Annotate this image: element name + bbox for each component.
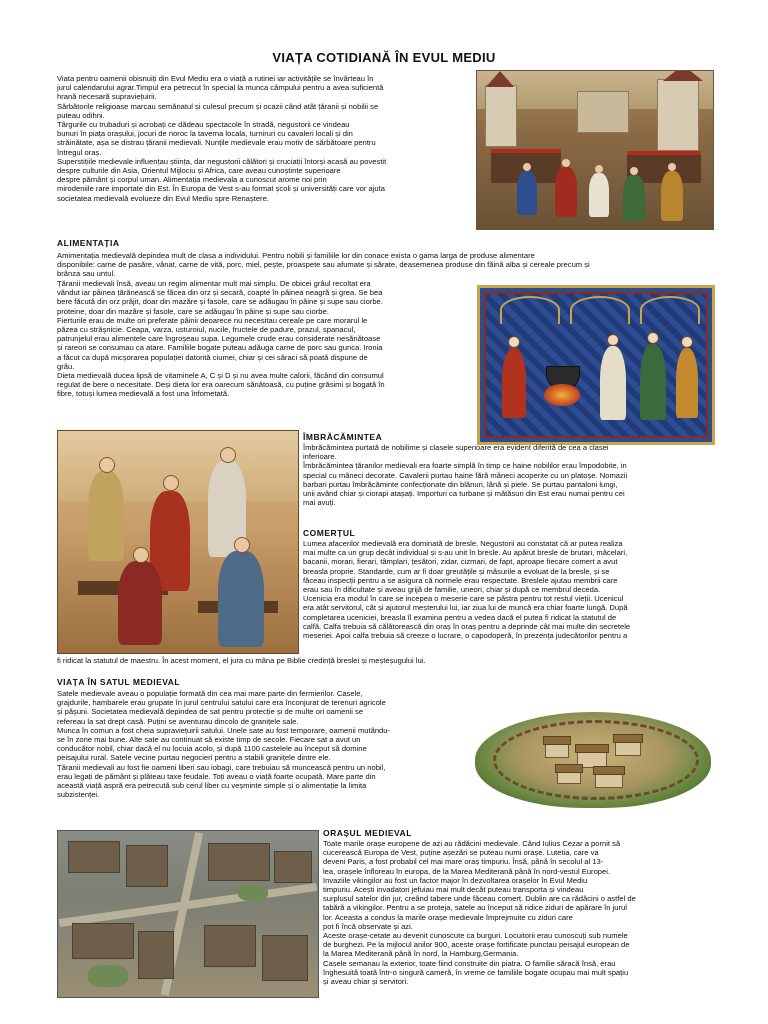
text-line: surplusul satelor din jur, creând tabere unde făceau comerț. Dublin are ca rădăcini o astfel de [323, 894, 636, 904]
text-line: și aveau chiar și servitori. [323, 977, 409, 987]
text-line: special cu mâneci decorate. Cavalerii purtau haine fără mâneci acoperite cu un platoșe. Nomazii [303, 470, 628, 480]
text-line: Amimentația medievală depindea mult de clasa a individului. Pentru nobili și familiile lor din conace exista o gama larga de produse alimentare [57, 251, 535, 260]
text-line: brânza sau untul. [57, 269, 116, 279]
section-heading-orasul: ORAȘUL MEDIEVAL [323, 828, 412, 838]
text-line: tabără a vikingilor. Pentru a se proteja, satele au început să ridice ziduri de apărare în jurul [323, 903, 627, 913]
text-line: refereau la sat drept casă. Puțini se aventurau dincolo de granițele sale. [57, 716, 299, 726]
text-line: fibre, totuși lumea medievală a fost una înfometată. [57, 389, 230, 399]
text-line: Țăranii medievali au fost fie oameni liberi sau iobagi, care trebuiau să muncească pentru un nobil, [57, 762, 386, 772]
text-line: bunuri în piața orașului, jocuri de noroc la taverna locala, turniruri cu cavaleri locali și din [57, 129, 353, 139]
text-line: bacanii, morari, fierari, tâmplari, țesători, zidar, cizmari, de fapt, aproape fiecare comert a avut [303, 557, 618, 567]
text-line: inferioare. [303, 452, 337, 462]
text-line: mai avuți. [303, 498, 336, 508]
text-line: deveni Paris, a fost probabil cel mai mare oraș timpuriu. Însă, până în secolul al 13- [323, 857, 604, 867]
text-line: proteine, doar din mazăre și fasole, care se adăugau în pâine și supe sau ciorbe. [57, 306, 329, 316]
text-line: jurul calendarului agrar.Timpul era petrecut în special la munca câmpului pentru a avea suficientă [57, 83, 384, 93]
orasul-paragraph [323, 839, 723, 986]
text-line: Sărbătorile religioase marcau semănatul și culesul precum și ocazii când atât țăranii și nobilii se [57, 101, 379, 111]
text-line: timpuriu. Acești invadatori jefuiau mai mult decât puteau transporta și vindeau [323, 885, 584, 895]
craftsmen-painting-image [57, 430, 299, 654]
text-line: conducător nobil, chiar dacă el nu locuia acolo, și după 1100 castelele au început să domine [57, 744, 367, 754]
village-model-image [465, 690, 723, 818]
comertul-wide-line [57, 656, 717, 665]
market-scene-image [476, 70, 714, 230]
text-line: întregul oraș. [57, 147, 102, 157]
text-line: lor. Aceasta a condus la marile orașe medievale împrejmuite cu ziduri care [323, 912, 573, 922]
text-line: grâu. [57, 361, 75, 371]
text-line: erau legați de pământ și plăteau taxe feudale. Toți aveau o viață foarte ocupată. Mare parte din [57, 771, 376, 781]
text-line: pot fi încă observate și azi. [323, 921, 413, 931]
text-line: vândut iar pâinea țărănească se făcea din orz și secară, coapte în pâinea neagră și grea. Se bea [57, 288, 383, 298]
text-line: barbari purtau îmbrăcăminte confecționate din blănuri, lână și piele. Se purtau pantaloni lungi, [303, 479, 618, 489]
manuscript-cooking-image [477, 285, 715, 445]
section-heading-satul: VIAȚA ÎN SATUL MEDIEVAL [57, 677, 181, 687]
text-line: completarea uceniciei, breasla îl examina pentru a vedea dacă el putea fi ridicat la statutul de [303, 612, 617, 622]
text-line: Îmbrăcămintea țăranilor medievali era foarte simplă în timp ce haine nobililor erau împodobite, in [303, 461, 627, 471]
text-line: de burghezi. Pe la mijlocul anilor 900, aceste orașe fortificate punctau peisajul european de [323, 940, 630, 950]
text-line: lea, orașele înfloreau în europa, de la Marea Mediterană până în nord-vestul Europei. [323, 866, 611, 876]
text-line: Munca în comun a fost cheia supraviețuirii satului. Unele sate au fost temporare, oamenii mutându- [57, 725, 391, 735]
text-line: puteau odihni. [57, 110, 105, 120]
text-line: Lumea afacerilor medievală era dominată de bresle. Negustorii au constatat că ar putea realiza [303, 539, 623, 548]
text-line: a făcut ca după micșorarea populației datorită ciumei, chiar și cei săraci să poată dispune de [57, 352, 368, 362]
text-line: Casele semanau la exterior, toate fiind construite din piatra. O familie săracă însă, erau [323, 958, 616, 968]
text-line: bere făcută din orz prăjit, doar din mazăre și fasole, care se adăugau în pâine și supe sau ciorbe. [57, 297, 383, 307]
imbracamintea-paragraph [303, 443, 718, 507]
text-line: Superstițiile medievale influențau știința, dar negustorii călători și cruciații întorși acasă au povestit [57, 156, 387, 166]
intro-paragraph [57, 74, 472, 203]
text-line: făceau inspecții pentru a se asigura că normele erau respectate. Breslele ajutau membrii care [303, 575, 618, 585]
text-line: breasla proprie. Standarde, cum ar fi doar greutățile și măsurile a evoluat de la bresle, și se [303, 566, 610, 576]
text-line: Târgurile cu trubaduri și acrobați ce dădeau spectacole în stradă, negustorii ce vindeau [57, 120, 350, 130]
text-line: se în zone mai bune. Alte sate au continuat să existe timp de secole. Fiecare sat a avut un [57, 735, 361, 745]
text-line: mirodeniile rare importate din Est. În Europa de Vest s-au format școli și universități care vor ajuta [57, 184, 385, 194]
text-line: disponibile: carne de pasăre, vânat, carne de vită, porc, miel, pește, proaspete sau afumate și sărate, deasemenea produse din făină alba și cereale precum și [57, 260, 590, 270]
section-heading-imbracamintea: ÎMBRĂCĂMINTEA [303, 432, 383, 442]
text-line: calfă. Calfa trebuia să călătorească din oraș în oraș pentru a deprinde cât mai multe din secretele [303, 621, 631, 631]
text-line: grajdurile, hambarele erau grupate în jurul centrului satului care era înconjurat de terenuri agricole [57, 698, 386, 708]
text-line: despre culturile din Asia, Orientul Mijlociu și Africa, care aveau cunoștințe superioare [57, 166, 341, 176]
text-line: patrunjelul erau alimentele care îngroșeau supa. Legumele crude erau considerate nesănătoase [57, 334, 381, 344]
text-line: fi ridicat la statutul de maestru. În acest moment, el jura cu mâna pe Biblie credință breslei și meșteșugului lui. [57, 656, 426, 665]
text-line: Îmbrăcămintea purtată de nobilime și clasele superioare era evident diferită de cea a clasei [303, 443, 609, 452]
text-line: hrană necesară supraviețuirii. [57, 92, 157, 102]
text-line: și rareori se consumau ca atare. Familiile bogate puteau adăuga carne de porc sau gunca. Ironia [57, 343, 383, 353]
text-line: Viata pentru oamenii obisnuiți din Evul Mediu era o viață a rutinei iar activitățile se învârteau în [57, 74, 374, 83]
text-line: Ucenicia era modul în care se incepea o meserie care se păstra pentru tot restul vieții. Ucenicul [303, 594, 624, 604]
text-line: Satele medievale aveau o populație formată din cea mai mare parte din fermierilor. Casele, [57, 689, 363, 698]
text-line: cucerească Europa de Vest, puține așezări se puteau numi orașe. Lutetia, care va [323, 848, 599, 858]
text-line: păzea cu străşnicie. Ceapa, varza, usturoiul, nucile, fructele de padure, prazul, spanacul, [57, 325, 356, 335]
text-line: societatea medievală evolueze din Evul Mediu spre Renaștere. [57, 193, 269, 203]
satul-paragraph [57, 689, 467, 799]
text-line: înghesuită toată într-o singură cameră, în vreme ce familiile bogate ocupau mai mult spațiu [323, 967, 629, 977]
text-line: unii având chiar și ciorapi atașați. Importuri ca turbane și mătăsuri din Est erau numai pentru cei [303, 489, 625, 499]
text-line: mai multe ca un grup decât individual și s-au unit în bresle. Au apărut bresle de brutari, măcelari, [303, 548, 628, 558]
section-heading-alimentatia: ALIMENTAȚIA [57, 238, 120, 248]
text-line: Invaziile vikingilor au fost un factor major în dezvoltarea orașelor în Evul Mediu [323, 875, 588, 885]
page-title: VIAȚA COTIDIANĂ ÎN EVUL MEDIU [272, 50, 496, 65]
text-line: subzistenței. [57, 790, 100, 800]
text-line: erau sau în dificultate și aveau grijă de familie, uneori, chiar și după ce membrul deceda. [303, 585, 601, 595]
text-line: Toate marile orașe europene de azi au rădăcini medievale. Când Iulius Cezar a pornit să [323, 839, 621, 848]
text-line: Țăranii medievali însă, aveau un regim alimentar mult mai simplu. De obicei grâul recoltat era [57, 279, 371, 288]
text-line: și pășuni. Societatea medievală depindea de sat pentru protecție și de multe ori oamenii se [57, 707, 364, 717]
text-line: Dieta medievală ducea lipsă de vitaminele A, C și D și nu avea multe calorii, făcând din consumul [57, 371, 384, 381]
text-line: meseriei. Apoi calfa trebuia să creeze o lucrare, o capodoperă, în prezența judecătorilor pentru a [303, 631, 628, 641]
text-line: la Marea Mediterană până în nord, la Hamburg,Germania. [323, 949, 519, 959]
text-line: Fierturile erau de multe ori preferate pâinii deoarece nu necesitau cereale pe care morarul le [57, 315, 368, 325]
text-line: despre pământ și corpul uman. Alimentația medievala a cunoscut arome noi prin [57, 175, 327, 185]
text-line: peisajului rural. Satele vecine purtau negocieri pentru a stabili granițele dintre ele. [57, 753, 331, 763]
aerial-town-image [57, 830, 319, 998]
text-line: străinătate, așa se distrau țăranii medievali. Nunțile medievale erau motiv de sărbătoare pentru [57, 138, 376, 148]
text-line: era atât servitorul, cât și ajutorul meșterului lui, iar ziua lui de muncă era chiar foarte lungă. După [303, 603, 628, 613]
section-heading-comertul: COMERȚUL [303, 528, 356, 538]
alimentatia-paragraph [57, 279, 472, 399]
alimentatia-wide-paragraph [57, 251, 717, 279]
text-line: această viață aspră era petrecută sub cerul liber cu veșminte simple și o alimentație la limita [57, 781, 367, 791]
text-line: regulat de bere o necesitate. Deși dieta lor era oarecum sănătoasă, cu puține grăsimi și bogată în [57, 380, 385, 390]
comertul-paragraph [303, 539, 718, 640]
text-line: Aceste orașe-cetate au devenit cunoscute ca burguri. Locuitorii erau cunoscuți sub numele [323, 931, 628, 941]
